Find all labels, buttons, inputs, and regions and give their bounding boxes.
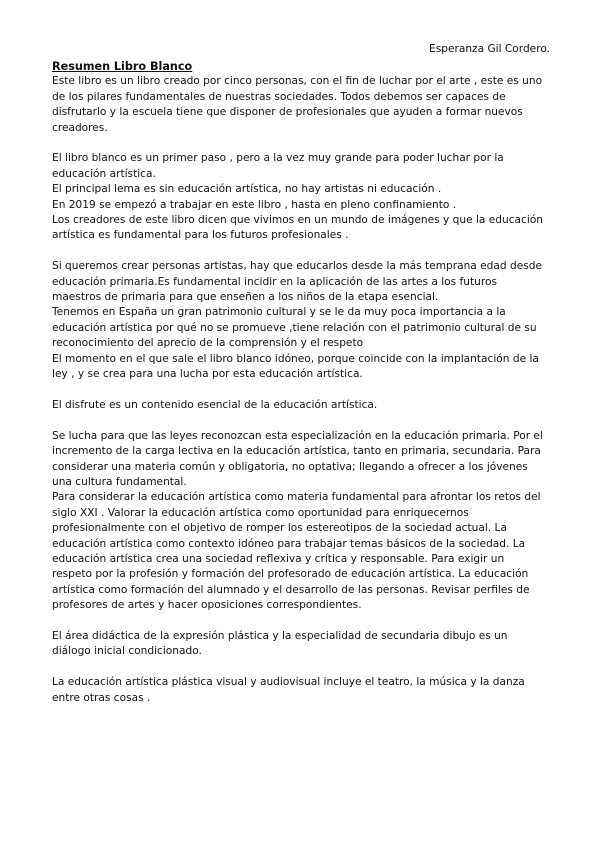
text-line: artística como formación del alumnado y el desarrollo de las personas. Revisar perfiles de — [52, 583, 530, 596]
text-line: El principal lema es sin educación artística, no hay artistas ni educación . — [52, 183, 442, 196]
paragraph-list — [52, 74, 552, 706]
text-line: creadores. — [52, 121, 108, 134]
author-name: Esperanza Gil Cordero. — [429, 43, 550, 55]
text-line: El disfrute es un contenido esencial de la educación artística. — [52, 398, 378, 411]
text-line: respeto por la profesión y formación del profesorado de educación artística. La educación — [52, 568, 529, 581]
paragraph — [52, 259, 552, 382]
text-line: El área didáctica de la expresión plástica y la especialidad de secundaria dibujo es un — [52, 629, 508, 642]
paragraph — [52, 629, 552, 660]
text-line: educación artística como contexto idóneo para trabajar temas básicos de la sociedad. La — [52, 537, 526, 550]
document-body — [52, 59, 552, 721]
text-line: reconocimiento del aprecio de la comprensión y el respeto — [52, 337, 364, 350]
text-line: En 2019 se empezó a trabajar en este libro , hasta en pleno confinamiento . — [52, 198, 457, 211]
text-line: Este libro es un libro creado por cinco personas, con el fin de luchar por el arte , este es uno — [52, 75, 543, 88]
text-line: artística es fundamental para los futuros profesionales . — [52, 229, 349, 242]
text-line: disfrutarlo y la escuela tiene que disponer de profesionales que ayuden a formar nuevos — [52, 106, 523, 119]
paragraph — [52, 398, 552, 413]
text-line: Para considerar la educación artística como materia fundamental para afrontar los retos del — [52, 491, 541, 504]
text-line: Si queremos crear personas artistas, hay que educarlos desde la más temprana edad desde — [52, 260, 542, 273]
text-line: maestros de primaria para que enseñen a los niños de la etapa esencial. — [52, 291, 439, 304]
text-line: educación primaria.Es fundamental incidir en la aplicación de las artes a los futuros — [52, 275, 497, 288]
text-line: considerar una materia común y obligatoria, no optativa; llegando a ofrecer a los jóvenes — [52, 460, 528, 473]
text-line: Se lucha para que las leyes reconozcan esta especialización en la educación primaria. Por el — [52, 429, 543, 442]
text-line: profesores de artes y hacer oposiciones correspondientes. — [52, 599, 362, 612]
text-line: Tenemos en España un gran patrimonio cultural y se le da muy poca importancia a la — [52, 306, 506, 319]
text-line: educación artística por qué no se promueve ,tiene relación con el patrimonio cultural de su — [52, 321, 537, 334]
text-line: una cultura fundamental. — [52, 475, 187, 488]
text-line: entre otras cosas . — [52, 691, 151, 704]
text-line: El momento en el que sale el libro blanco idóneo, porque coincide con la implantación de la — [52, 352, 539, 365]
paragraph — [52, 675, 552, 706]
text-line: profesionalmente con el objetivo de romper los estereotipos de la sociedad actual. La — [52, 522, 507, 535]
text-line: de los pilares fundamentales de nuestras sociedades. Todos debemos ser capaces de — [52, 90, 506, 103]
paragraph — [52, 74, 552, 136]
text-line: El libro blanco es un primer paso , pero a la vez muy grande para poder luchar por la — [52, 152, 504, 165]
text-line: Los creadores de este libro dicen que vivimos en un mundo de imágenes y que la educación — [52, 214, 544, 227]
text-line: educación artística crea una sociedad reflexiva y crítica y responsable. Para exigir un — [52, 552, 505, 565]
text-line: ley , y se crea para una lucha por esta educación artística. — [52, 368, 363, 381]
paragraph — [52, 429, 552, 614]
text-line: siglo XXI . Valorar la educación artística como oportunidad para enriquecernos — [52, 506, 469, 519]
text-line: diálogo inicial condicionado. — [52, 645, 202, 658]
text-line: La educación artística plástica visual y audiovisual incluye el teatro, la música y la danza — [52, 676, 525, 689]
text-line: incremento de la carga lectiva en la educación artística, tanto en primaria, secundaria. Para — [52, 445, 541, 458]
text-line: educación artística. — [52, 167, 156, 180]
document-title: Resumen Libro Blanco — [52, 60, 193, 73]
paragraph — [52, 151, 552, 243]
